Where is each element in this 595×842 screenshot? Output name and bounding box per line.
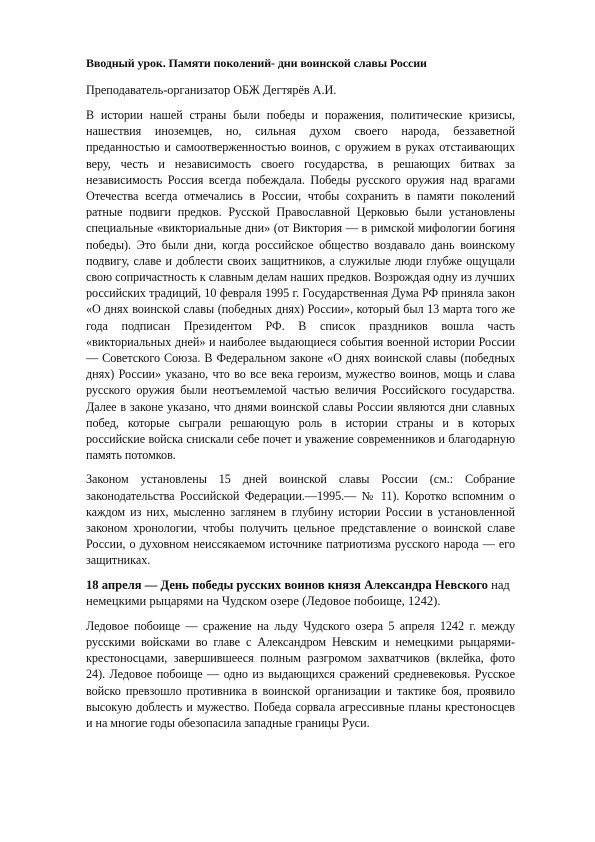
paragraph-ice-battle: Ледовое побоище — сражение на льду Чудского озера 5 апреля 1242 г. между русскими войсками во главе с Александром Невским и немецкими рыцарями-крестоносцами, завершившееся полным разгромом захватчиков (вклейка, фото 24). Ледовое побоище — одно из выдающихся сражений средневековья. Русское войско превзошло противника в воинской организации и тактике боя, проявило высокую доблесть и мужество. Победа сорвала агрессивные планы крестоносцев и на многие годы обезопасила западные границы Руси. xyxy=(86,618,515,731)
paragraph-law: Законом установлены 15 дней воинской славы России (см.: Собрание законодательства Российской Федерации.—1995.— № 11). Коротко вспомним о каждом из них, мысленно заглянем в глубину истории России в установленной законом хронологии, чтобы получить цельное представление о воинской славе России, о духовном неиссякаемом источнике патриотизма русского народа — его защитниках. xyxy=(86,472,515,568)
paragraph-history: В истории нашей страны были победы и поражения, политические кризисы, нашествия иноземцев, но, сильная духом своего народа, беззаветной преданностью и самоотверженностью воинов, с оружием в руках отстаивающих веру, честь и независимость своего государства, в решающих битвах за независимость Россия всегда побеждала. Победы русского оружия над врагами Отечества всегда отмечались в России, чтобы сохранить в памяти поколений ратные подвиги предков. Русской Православной Церковью были установлены специальные «викториальные дни» (от Виктория — в римской мифологии богиня победы). Это были дни, когда российское общество воздавало дань воинскому подвигу, славе и доблести своих защитников, а служилые люди глубже ощущали свою сопричастность к славным делам наших предков. Возрождая одну из лучших российских традиций, 10 февраля 1995 г. Государственная Дума РФ приняла закон «О днях воинской славы (победных днях) России», который был 13 марта того же года подписан Президентом РФ. В список праздников вошла часть «викториальных дней» и наиболее выдающиеся события военной истории России — Советского Союза. В Федеральном законе «О днях воинской славы (победных днях) России» указано, что во все века героизм, мужество воинов, мощь и слава русского оружия были неотъемлемой частью величия Российского государства. Далее в законе указано, что днями воинской славы России являются дни славных побед, которые сыграли решающую роль в истории страны и в которых российские войска снискали себе почет и уважение современников и благодарную память потомков. xyxy=(86,108,515,463)
section-heading-bold: — День победы русских воинов князя Александра Невского xyxy=(141,577,488,592)
section-heading xyxy=(86,577,515,610)
section-heading-rest: над немецкими рыцарями на Чудском озере (Ледовое побоище, 1242). xyxy=(86,577,510,609)
section-date: 18 апреля xyxy=(86,577,142,592)
document-author: Преподаватель-организатор ОБЖ Дегтярёв А.И. xyxy=(86,83,337,97)
document-title: Вводный урок. Памяти поколений- дни воинской славы России xyxy=(86,56,427,70)
